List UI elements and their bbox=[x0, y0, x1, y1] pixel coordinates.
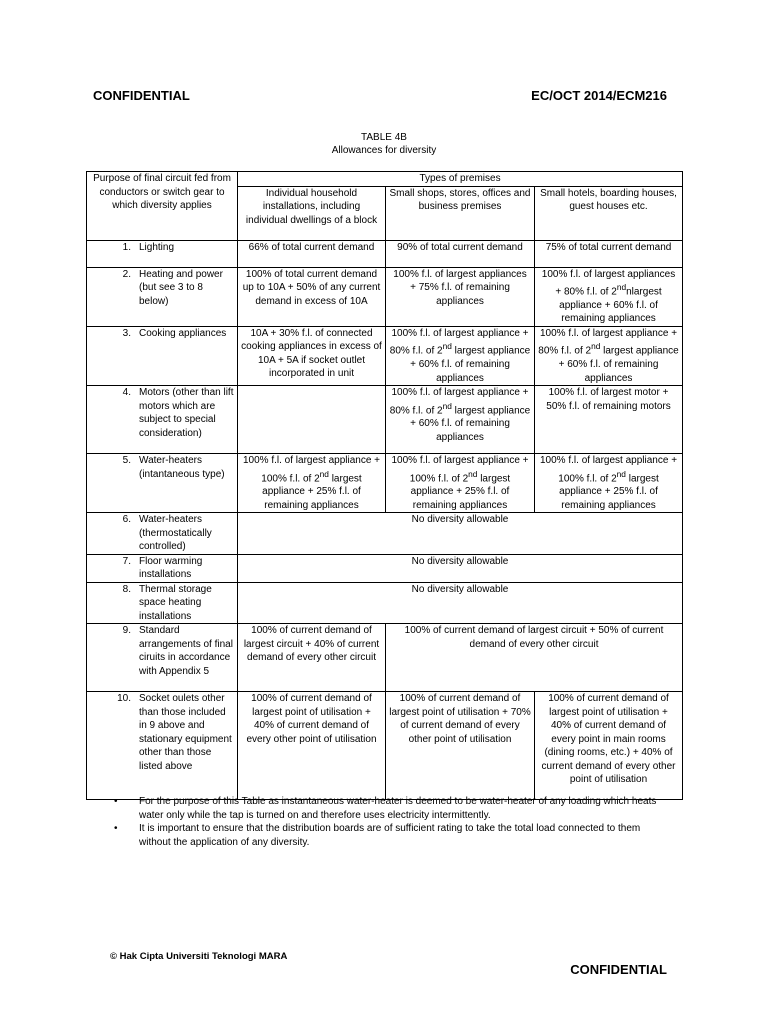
table-number: TABLE 4B bbox=[361, 132, 407, 143]
hotels-cell bbox=[535, 267, 683, 326]
table-title-block bbox=[86, 131, 682, 157]
shops-hotels-cell: 100% of current demand of largest circuit + 50% of current demand of every other circuit bbox=[386, 624, 683, 692]
hotels-cell: 75% of total current demand bbox=[535, 240, 683, 267]
purpose-text: Floor warming installations bbox=[139, 555, 203, 581]
table-row bbox=[87, 692, 683, 800]
diversity-table bbox=[86, 171, 683, 800]
row-number: 3. bbox=[122, 327, 131, 339]
ordinal-superscript: nd bbox=[468, 468, 478, 479]
cell-text-part: 100% f.l. of largest appliance + 100% f.l. of 2 bbox=[540, 455, 678, 484]
purpose-text: Water-heaters (intantaneous type) bbox=[139, 455, 225, 480]
cell-text-part: 100% f.l. of largest appliance + 80% f.l. of 2 bbox=[538, 327, 678, 357]
row-number: 6. bbox=[122, 514, 131, 526]
purpose-text: Socket oulets other than those included in 9 above and stationary equipment other than those listed above bbox=[139, 693, 232, 772]
ordinal-superscript: nd bbox=[616, 282, 627, 292]
purpose-text: Motors (other than lift motors which are subject to special consideration) bbox=[139, 387, 234, 439]
individual-cell bbox=[238, 454, 386, 513]
note-item bbox=[114, 795, 674, 822]
cell-text-part: largest appliance + 25% f.l. of remaining appliances bbox=[262, 472, 362, 511]
table-row bbox=[87, 454, 683, 513]
individual-cell: 66% of total current demand bbox=[238, 240, 386, 267]
purpose-column-header: Purpose of final circuit fed from conductors or switch gear to which diversity applies bbox=[87, 172, 238, 241]
cell-text-part: largest appliance + 60% f.l. of remaining appliances bbox=[410, 345, 531, 384]
shops-column-header: Small shops, stores, offices and business premises bbox=[386, 186, 535, 240]
row-number: 2. bbox=[122, 268, 131, 280]
ordinal-superscript: nd bbox=[319, 468, 329, 479]
table-row bbox=[87, 240, 683, 267]
purpose-cell bbox=[87, 624, 238, 692]
row-number: 1. bbox=[122, 241, 131, 253]
confidential-header: CONFIDENTIAL bbox=[93, 88, 190, 103]
individual-cell: 100% of current demand of largest circuit + 40% of current demand of every other circuit bbox=[238, 624, 386, 692]
table-row bbox=[87, 582, 683, 624]
table-row bbox=[87, 513, 683, 555]
ordinal-superscript: nd bbox=[442, 400, 452, 411]
shops-cell: 90% of total current demand bbox=[386, 240, 535, 267]
table-header-row bbox=[87, 172, 683, 187]
purpose-cell bbox=[87, 267, 238, 326]
hotels-cell bbox=[535, 454, 683, 513]
shops-cell bbox=[386, 454, 535, 513]
cell-text-part: largest appliance + 25% f.l. of remaining appliances bbox=[559, 472, 659, 511]
premises-types-header: Types of premises bbox=[238, 172, 683, 187]
cell-text-part: 100% f.l. of largest appliance + 80% f.l. of 2 bbox=[389, 327, 529, 357]
shops-cell: 100% of current demand of largest point of utilisation + 70% of current demand of every other point of utilisation bbox=[386, 692, 535, 800]
purpose-cell bbox=[87, 454, 238, 513]
bullet-icon: • bbox=[114, 823, 118, 834]
ordinal-superscript: nd bbox=[442, 341, 452, 352]
row-number: 4. bbox=[122, 387, 131, 399]
purpose-cell bbox=[87, 513, 238, 555]
table-row bbox=[87, 624, 683, 692]
purpose-cell bbox=[87, 386, 238, 454]
shops-cell: 100% f.l. of largest appliances + 75% f.l. of remaining appliances bbox=[386, 267, 535, 326]
purpose-cell bbox=[87, 240, 238, 267]
notes-list bbox=[114, 795, 674, 849]
cell-text-part: largest appliance + 25% f.l. of remaining appliances bbox=[410, 472, 511, 511]
cell-text-part: 100% f.l. of largest appliance + 100% f.l. of 2 bbox=[391, 455, 529, 484]
note-item bbox=[114, 822, 674, 849]
row-number: 7. bbox=[122, 555, 131, 567]
shops-cell bbox=[386, 386, 535, 454]
purpose-cell bbox=[87, 692, 238, 800]
individual-cell: 100% of current demand of largest point of utilisation + 40% of current demand of every other point of utilisation bbox=[238, 692, 386, 800]
row-number: 8. bbox=[122, 583, 131, 595]
shops-cell bbox=[386, 326, 535, 385]
note-text: It is important to ensure that the distribution boards are of sufficient rating to take the total load connected to them without the application of any diversity. bbox=[139, 823, 641, 848]
confidential-footer: CONFIDENTIAL bbox=[570, 962, 667, 977]
purpose-cell bbox=[87, 326, 238, 385]
individual-column-header: Individual household installations, including individual dwellings of a block bbox=[238, 186, 386, 240]
hotels-cell: 100% f.l. of largest motor + 50% f.l. of remaining motors bbox=[535, 386, 683, 454]
hotels-column-header: Small hotels, boarding houses, guest houses etc. bbox=[535, 186, 683, 240]
hotels-cell: 100% of current demand of largest point of utilisation + 40% of current demand of every point in main rooms (dining rooms, etc.) + 40% of current demand of every other point of utilisation bbox=[535, 692, 683, 800]
table-row bbox=[87, 554, 683, 582]
individual-cell: 100% of total current demand up to 10A + 50% of any current demand in excess of 10A bbox=[238, 267, 386, 326]
individual-cell: 10A + 30% f.l. of connected cooking appliances in excess of 10A + 5A if socket outlet incorporated in unit bbox=[238, 326, 386, 385]
purpose-cell bbox=[87, 554, 238, 582]
row-number: 10. bbox=[117, 693, 131, 705]
table-row bbox=[87, 326, 683, 385]
cell-text-part: largest appliance + 60% f.l. of remaining appliances bbox=[558, 345, 679, 384]
ordinal-superscript: nd bbox=[616, 468, 626, 479]
no-diversity-cell: No diversity allowable bbox=[238, 582, 683, 624]
purpose-text: Water-heaters (thermostatically controlled) bbox=[139, 514, 212, 553]
purpose-text: Thermal storage space heating installations bbox=[139, 583, 212, 622]
table-row bbox=[87, 267, 683, 326]
cell-text-part: 100% f.l. of largest appliances + 80% f.l. of 2 bbox=[541, 268, 676, 298]
no-diversity-cell: No diversity allowable bbox=[238, 554, 683, 582]
no-diversity-cell: No diversity allowable bbox=[238, 513, 683, 555]
individual-cell-empty bbox=[238, 386, 386, 454]
table-row bbox=[87, 386, 683, 454]
bullet-icon: • bbox=[114, 796, 118, 807]
row-number: 5. bbox=[122, 455, 131, 467]
cell-text-part: largest appliance + 60% f.l. of remaining appliances bbox=[410, 404, 531, 443]
cell-text-part: 100% f.l. of largest appliance + 100% f.l. of 2 bbox=[242, 455, 381, 484]
purpose-text: Standard arrangements of final ciruits in accordance with Appendix 5 bbox=[139, 625, 233, 677]
ordinal-superscript: nd bbox=[591, 341, 601, 352]
purpose-text: Heating and power (but see 3 to 8 below) bbox=[139, 268, 223, 307]
copyright-notice: © Hak Cipta Universiti Teknologi MARA bbox=[110, 951, 288, 962]
table-caption: Allowances for diversity bbox=[331, 145, 437, 156]
cell-text-part: 100% f.l. of largest appliance + 80% f.l. of 2 bbox=[389, 387, 529, 416]
row-number: 9. bbox=[122, 625, 131, 637]
purpose-cell bbox=[87, 582, 238, 624]
cell-text-part: nlargest appliance + 60% f.l. of remaining appliances bbox=[559, 286, 662, 325]
note-text: For the purpose of this Table as instantaneous water-heater is deemed to be water-heater of any loading which heats water only while the tap is turned on and therefore uses electricity intermittently. bbox=[139, 796, 657, 821]
purpose-text: Cooking appliances bbox=[139, 327, 227, 339]
purpose-text: Lighting bbox=[139, 241, 175, 253]
document-code: EC/OCT 2014/ECM216 bbox=[531, 88, 667, 103]
hotels-cell bbox=[535, 326, 683, 385]
